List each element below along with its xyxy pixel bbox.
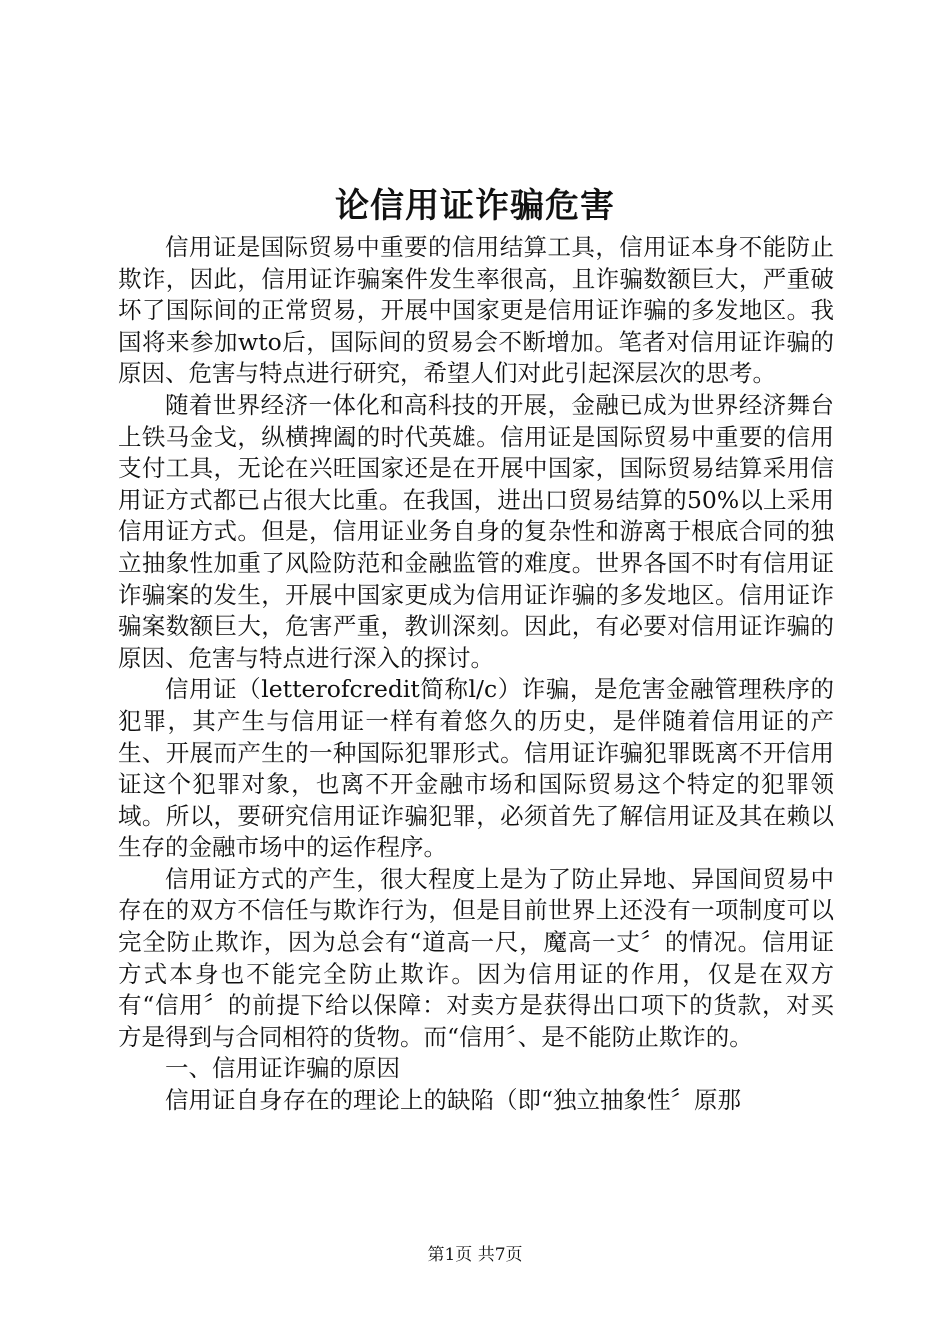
document-body (118, 232, 834, 1117)
paragraph-definition: 信用证（letterofcredit简称l/c）诈骗，是危害金融管理秩序的犯罪，其产生与信用证一样有着悠久的历史，是伴随着信用证的产生、开展而产生的一种国际犯罪形式。信用证诈骗犯罪既离不开信用证这个犯罪对象，也离不开金融市场和国际贸易这个特定的犯罪领域。所以，要研究信用证诈骗犯罪，必须首先了解信用证及其在赖以生存的金融市场中的运作程序。 (118, 675, 834, 862)
paragraph-causes: 信用证自身存在的理论上的缺陷（即“独立抽象性〞原那 (165, 1086, 742, 1115)
paragraph-background: 随着世界经济一体化和高科技的开展，金融已成为世界经济舞台上铁马金戈，纵横捭阖的时代英雄。信用证是国际贸易中重要的信用支付工具，无论在兴旺国家还是在开展中国家，国际贸易结算采用信用证方式都已占很大比重。在我国，进出口贸易结算的50%以上采用信用证方式。但是，信用证业务自身的复杂性和游离于根底合同的独立抽象性加重了风险防范和金融监管的难度。世界各国不时有信用证诈骗案的发生，开展中国家更成为信用证诈骗的多发地区。信用证诈骗案数额巨大，危害严重，教训深刻。因此，有必要对信用证诈骗的原因、危害与特点进行深入的探讨。 (118, 390, 834, 672)
section-heading-causes: 一、信用证诈骗的原因 (165, 1054, 400, 1083)
paragraph-origin: 信用证方式的产生，很大程度上是为了防止异地、异国间贸易中存在的双方不信任与欺诈行为，但是目前世界上还没有一项制度可以完全防止欺诈，因为总会有“道高一尺，魔高一丈〞的情况。信用证方式本身也不能完全防止欺诈。因为信用证的作用，仅是在双方有“信用〞的前提下给以保障：对卖方是获得出口项下的货款，对买方是得到与合同相符的货物。而“信用〞、是不能防止欺诈的。 (118, 864, 834, 1051)
paragraph-intro: 信用证是国际贸易中重要的信用结算工具，信用证本身不能防止欺诈，因此，信用证诈骗案件发生率很高，且诈骗数额巨大，严重破坏了国际间的正常贸易，开展中国家更是信用证诈骗的多发地区。我国将来参加wto后，国际间的贸易会不断增加。笔者对信用证诈骗的原因、危害与特点进行研究，希望人们对此引起深层次的思考。 (118, 233, 834, 388)
document-title: 论信用证诈骗危害 (335, 186, 615, 226)
page-footer: 第1页 共7页 (427, 1245, 523, 1265)
